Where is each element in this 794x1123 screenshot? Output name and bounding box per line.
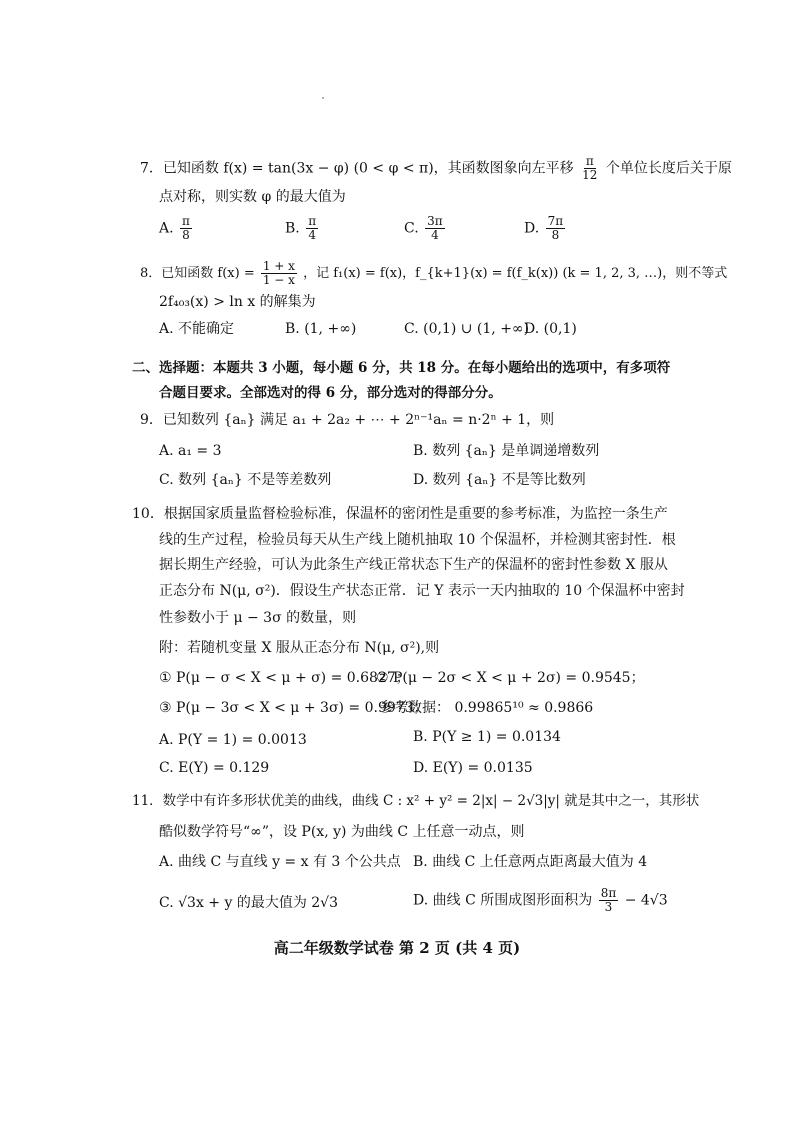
q8-option-a: A. 不能确定	[159, 321, 235, 337]
q10-stem-line5: 性参数小于 μ − 3σ 的数量，则	[159, 610, 357, 626]
q8-stem-text-2: ，记 f₁(x) = f(x)，f_{k+1}(x) = f(f_k(x)) (k = 1, 2, 3, …)，则不等式	[303, 266, 728, 281]
q10-appendix: 附：若随机变量 X 服从正态分布 N(μ, σ²),则	[159, 640, 440, 656]
q10-stem-line1: 10．根据国家质量监督检验标准，保温杯的密闭性是重要的参考标准，为监控一条生产	[132, 506, 668, 522]
q8-option-d: D. (0,1)	[524, 321, 577, 337]
q10-option-c: C. E(Y) = 0.129	[159, 760, 270, 776]
q7-option-b: B. $\frac{\pi}{4}$	[285, 214, 317, 242]
q7-option-c-fraction: $\frac{3\pi}{4}$	[427, 214, 443, 242]
q7-option-d-fraction: $\frac{7\pi}{8}$	[547, 214, 564, 242]
q7-option-a: A. $\frac{\pi}{8}$	[159, 214, 190, 242]
q7-option-d: D. $\frac{7\pi}{8}$	[524, 214, 564, 242]
q9-option-b: B. 数列 {aₙ} 是单调递增数列	[413, 443, 600, 459]
q8-stem-line1	[140, 260, 727, 287]
q11-option-d-text: D. 曲线 C 所围成图形面积为	[413, 892, 593, 909]
scan-speck	[322, 97, 324, 99]
section2-heading-line2: 合题目要求。全部选对的得 6 分，部分选对的得部分分。	[159, 385, 502, 401]
q10-stem-line2: 线的生产过程，检验员每天从生产线上随机抽取 10 个保温杯，并检测其密封性．根	[159, 532, 676, 548]
q11-option-b: B. 曲线 C 上任意两点距离最大值为 4	[413, 854, 648, 870]
q10-reference-data: 参考数据： 0.99865¹⁰ ≈ 0.9866	[380, 700, 594, 716]
q10-prob-3: ③ P(μ − 3σ < X < μ + 3σ) = 0.9973；	[159, 700, 428, 716]
q7-stem-text: 7．已知函数 f(x) = tan(3x − φ) (0 < φ < π)，其函数图象向左平移	[140, 160, 574, 177]
q8-option-c: C. (0,1) ∪ (1, +∞)	[404, 321, 530, 337]
q7-option-b-fraction: $\frac{\pi}{4}$	[308, 214, 317, 242]
q10-stem-line4: 正态分布 N(μ, σ²)．假设生产状态正常．记 Y 表示一天内抽取的 10 个保温杯中密封	[159, 583, 685, 599]
q11-option-c: C. √3x + y 的最大值为 2√3	[159, 895, 339, 911]
q7-option-a-fraction: $\frac{\pi}{8}$	[182, 214, 190, 242]
q8-option-b: B. (1, +∞)	[285, 321, 357, 337]
q11-option-d	[413, 887, 668, 914]
q10-prob-2: ② P(μ − 2σ < X < μ + 2σ) = 0.9545；	[376, 670, 645, 686]
q7-stem-line2: 点对称，则实数 φ 的最大值为	[159, 189, 346, 205]
section2-heading: 二、选择题：本题共 3 小题，每小题 6 分，共 18 分。在每小题给出的选项中，有多项符	[132, 360, 671, 376]
q7-stem-line1	[140, 155, 732, 182]
q9-stem: 9．已知数列 {aₙ} 满足 a₁ + 2a₂ + ⋯ + 2ⁿ⁻¹aₙ = n·2ⁿ + 1，则	[140, 412, 555, 428]
q8-function-fraction: $\frac{1 + x}{1 - x}$	[262, 259, 295, 287]
q10-option-d: D. E(Y) = 0.0135	[413, 760, 533, 776]
q10-option-b: B. P(Y ≥ 1) = 0.0134	[413, 729, 561, 745]
q9-option-a: A. a₁ = 3	[159, 443, 222, 459]
q7-shift-fraction: $\frac{\pi}{12}$	[582, 154, 598, 182]
q9-option-d: D. 数列 {aₙ} 不是等比数列	[413, 472, 586, 488]
q11-option-d-text-2: − 4√3	[624, 892, 668, 909]
q9-option-c: C. 数列 {aₙ} 不是等差数列	[159, 472, 332, 488]
q8-stem-line2: 2f₄₀₃(x) > ln x 的解集为	[159, 294, 316, 310]
q11-stem-line1: 11．数学中有许多形状优美的曲线，曲线 C : x² + y² = 2|x| − 2√3|y| 就是其中之一，其形状	[132, 793, 700, 809]
q11-option-d-fraction: $\frac{8\pi}{3}$	[600, 886, 617, 914]
q8-stem-text: 8．已知函数 f(x) =	[140, 266, 255, 281]
q11-stem-line2: 酷似数学符号“∞”，设 P(x, y) 为曲线 C 上任意一动点，则	[159, 824, 525, 840]
q7-stem-text-end: 个单位长度后关于原	[605, 160, 732, 177]
q10-prob-1: ① P(μ − σ < X < μ + σ) = 0.6827；	[159, 670, 410, 686]
q11-option-a: A. 曲线 C 与直线 y = x 有 3 个公共点	[159, 854, 401, 870]
q10-stem-line3: 据长期生产经验，可认为此条生产线正常状态下生产的保温杯的密封性参数 X 服从	[159, 557, 668, 573]
page-footer: 高二年级数学试卷 第 2 页 (共 4 页)	[273, 939, 521, 957]
q10-option-a: A. P(Y = 1) = 0.0013	[159, 732, 307, 748]
q7-option-c: C. $\frac{3\pi}{4}$	[404, 214, 443, 242]
